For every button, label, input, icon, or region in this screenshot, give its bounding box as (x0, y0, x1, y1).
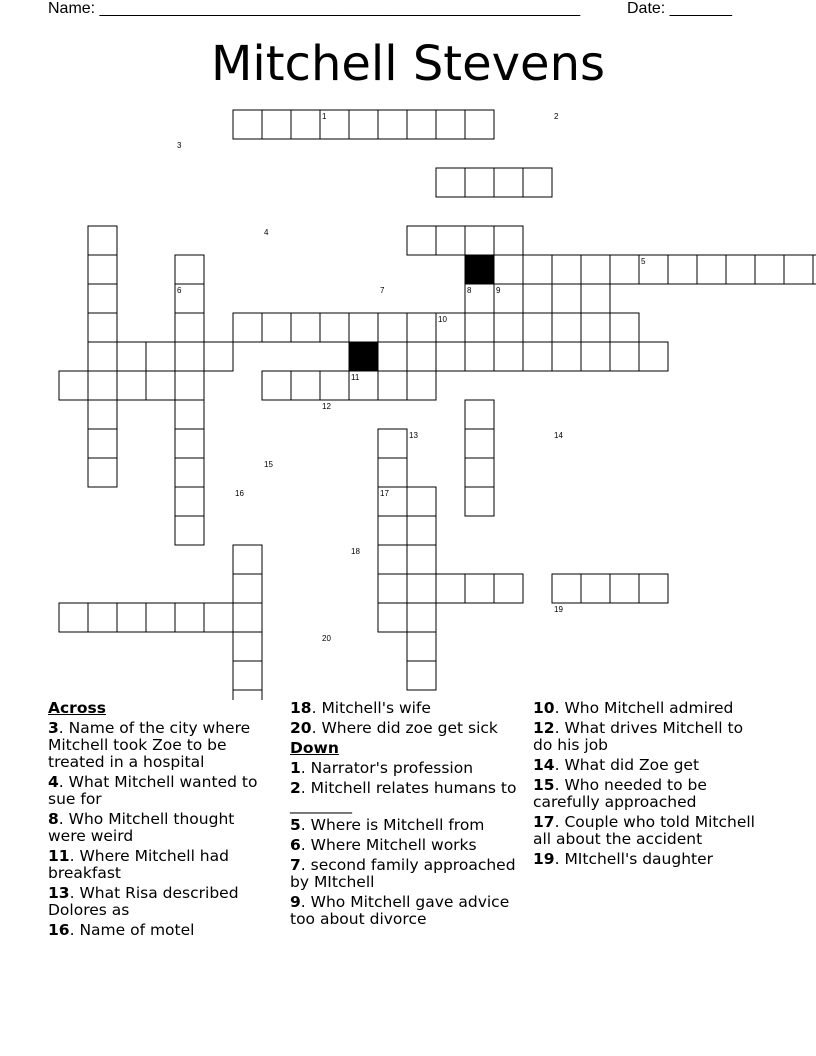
grid-cell[interactable] (523, 313, 552, 342)
grid-cell[interactable] (233, 632, 262, 661)
down-clue-1: 1. Narrator's profession (290, 759, 474, 777)
grid-cell[interactable] (494, 313, 523, 342)
grid-cell[interactable] (552, 313, 581, 342)
grid-cell[interactable] (349, 371, 378, 400)
clue-number: 9 (290, 893, 301, 911)
page-header (48, 0, 748, 20)
grid-cell[interactable] (117, 342, 146, 371)
grid-cell[interactable] (175, 342, 204, 371)
grid-cell[interactable] (465, 574, 494, 603)
clue-number: 3 (48, 719, 59, 737)
grid-cell[interactable] (407, 110, 436, 139)
grid-cell[interactable] (88, 313, 117, 342)
grid-cell[interactable] (291, 110, 320, 139)
grid-cell[interactable] (233, 313, 262, 342)
clue-number: 1 (290, 759, 301, 777)
clue-number: 11 (48, 847, 70, 865)
clue-text: What Risa described Dolores as (48, 884, 239, 919)
grid-cell[interactable] (175, 371, 204, 400)
grid-cell[interactable] (784, 255, 813, 284)
grid-cell[interactable] (146, 371, 175, 400)
grid-cell[interactable] (552, 255, 581, 284)
grid-cell[interactable] (523, 342, 552, 371)
across-clue-18: 18. Mitchell's wife (290, 699, 431, 717)
down-clue-5: 5. Where is Mitchell from (290, 816, 485, 834)
down-clue-2: 2. Mitchell relates humans to ________ (290, 779, 517, 814)
clue-text: What Mitchell wanted to sue for (48, 773, 258, 808)
grid-cell[interactable] (233, 690, 262, 700)
clue-text: What did Zoe get (564, 756, 700, 774)
grid-cell[interactable] (378, 574, 407, 603)
name-field-label[interactable]: Name: ______________________________________________________ (48, 0, 581, 17)
grid-cell[interactable] (465, 342, 494, 371)
grid-cell[interactable] (523, 284, 552, 313)
grid-cell[interactable] (494, 168, 523, 197)
grid-cell[interactable] (59, 603, 88, 632)
grid-cell[interactable] (88, 603, 117, 632)
grid-cell[interactable] (233, 603, 262, 632)
grid-cell[interactable] (668, 255, 697, 284)
grid-cell[interactable] (465, 458, 494, 487)
grid-cell[interactable] (639, 574, 668, 603)
grid-cell[interactable] (436, 226, 465, 255)
grid-cell[interactable] (378, 487, 407, 516)
clue-column-1 (48, 700, 273, 942)
grid-cell[interactable] (407, 371, 436, 400)
down-clue-12: 12. What drives Mitchell to do his job (533, 719, 744, 754)
clue-number-label: 15 (264, 460, 273, 469)
grid-cell[interactable] (146, 342, 175, 371)
grid-cell[interactable] (494, 284, 523, 313)
grid-cell[interactable] (407, 574, 436, 603)
across-clue-4: 4. What Mitchell wanted to sue for (48, 773, 258, 808)
clue-number: 14 (533, 756, 555, 774)
clue-text: Where did zoe get sick (321, 719, 498, 737)
grid-cell[interactable] (262, 313, 291, 342)
clue-number-label: 16 (235, 489, 244, 498)
grid-cell[interactable] (88, 226, 117, 255)
clue-number-label: 20 (322, 634, 331, 643)
down-clue-list-continued (533, 700, 763, 868)
grid-cell[interactable] (436, 168, 465, 197)
grid-cell[interactable] (233, 661, 262, 690)
clue-number: 10 (533, 699, 555, 717)
grid-cell[interactable] (175, 284, 204, 313)
grid-cell[interactable] (610, 255, 639, 284)
clue-number-label: 5 (641, 257, 646, 266)
grid-cell[interactable] (407, 603, 436, 632)
grid-cell[interactable] (523, 168, 552, 197)
puzzle-title: Mitchell Stevens (210, 36, 606, 92)
grid-cell[interactable] (204, 603, 233, 632)
grid-cell[interactable] (581, 574, 610, 603)
clue-text: Where Mitchell had breakfast (48, 847, 229, 882)
across-clue-13: 13. What Risa described Dolores as (48, 884, 239, 919)
clue-text: Who needed to be carefully approached (533, 776, 707, 811)
grid-cell[interactable] (407, 487, 436, 516)
across-clue-16: 16. Name of motel (48, 921, 195, 939)
grid-cell[interactable] (610, 342, 639, 371)
down-clue-19: 19. MItchell's daughter (533, 850, 714, 868)
clue-number: 8 (48, 810, 59, 828)
clue-number: 5 (290, 816, 301, 834)
grid-cell[interactable] (494, 342, 523, 371)
grid-cell[interactable] (407, 516, 436, 545)
grid-cell[interactable] (465, 487, 494, 516)
clue-text: What drives Mitchell to do his job (533, 719, 744, 754)
clue-text: Where Mitchell works (310, 836, 477, 854)
grid-cell[interactable] (552, 342, 581, 371)
clue-number: 2 (290, 779, 301, 797)
grid-cell[interactable] (117, 371, 146, 400)
down-clue-10: 10. Who Mitchell admired (533, 699, 734, 717)
grid-cell[interactable] (407, 226, 436, 255)
grid-cell[interactable] (204, 342, 233, 371)
grid-cell[interactable] (407, 632, 436, 661)
grid-cell[interactable] (233, 574, 262, 603)
grid-cell[interactable] (88, 255, 117, 284)
grid-cell[interactable] (552, 574, 581, 603)
clue-text: Name of the city where Mitchell took Zoe to be treated in a hospital (48, 719, 251, 771)
grid-cell[interactable] (262, 371, 291, 400)
grid-cell[interactable] (175, 400, 204, 429)
down-clue-15: 15. Who needed to be carefully approached (533, 776, 707, 811)
clue-number-label: 6 (177, 286, 182, 295)
grid-cell[interactable] (407, 313, 436, 342)
grid-cell[interactable] (755, 255, 784, 284)
grid-cell[interactable] (349, 110, 378, 139)
clue-number-label: 3 (177, 141, 182, 150)
grid-cell[interactable] (175, 458, 204, 487)
grid-cell[interactable] (175, 516, 204, 545)
grid-cell[interactable] (726, 255, 755, 284)
grid-cell[interactable] (639, 342, 668, 371)
grid-cell[interactable] (494, 574, 523, 603)
clue-number: 15 (533, 776, 555, 794)
grid-cell[interactable] (378, 603, 407, 632)
grid-cell[interactable] (88, 371, 117, 400)
date-field-label[interactable]: Date: _______ (627, 0, 732, 17)
down-clue-14: 14. What did Zoe get (533, 756, 700, 774)
grid-cell[interactable] (465, 110, 494, 139)
clue-number: 18 (290, 699, 312, 717)
clue-number-label: 10 (438, 315, 447, 324)
grid-cell[interactable] (436, 110, 465, 139)
across-clue-8: 8. Who Mitchell thought were weird (48, 810, 235, 845)
grid-cell[interactable] (378, 371, 407, 400)
grid-cell[interactable] (581, 313, 610, 342)
grid-cell[interactable] (378, 545, 407, 574)
grid-cell[interactable] (175, 603, 204, 632)
grid-cell[interactable] (465, 226, 494, 255)
grid-cell[interactable] (436, 342, 465, 371)
black-cell (465, 255, 494, 284)
grid-cell[interactable] (146, 603, 175, 632)
clue-number: 13 (48, 884, 70, 902)
clue-text: Narrator's profession (310, 759, 474, 777)
grid-cell[interactable] (436, 313, 465, 342)
down-heading: Down (290, 739, 339, 757)
clue-number-label: 4 (264, 228, 269, 237)
clue-number-label: 11 (351, 373, 360, 382)
grid-cell[interactable] (465, 168, 494, 197)
grid-cell[interactable] (291, 313, 320, 342)
grid-cell[interactable] (175, 487, 204, 516)
grid-cell[interactable] (233, 545, 262, 574)
clue-text: Couple who told Mitchell all about the accident (533, 813, 755, 848)
grid-cell[interactable] (175, 429, 204, 458)
grid-cell[interactable] (581, 284, 610, 313)
grid-cell[interactable] (581, 342, 610, 371)
across-clue-list (48, 720, 273, 939)
clue-number-label: 7 (380, 286, 385, 295)
grid-cell[interactable] (175, 313, 204, 342)
grid-cell[interactable] (88, 458, 117, 487)
grid-cell[interactable] (320, 110, 349, 139)
clue-number: 7 (290, 856, 301, 874)
grid-cell[interactable] (320, 313, 349, 342)
grid-cell[interactable] (407, 545, 436, 574)
clue-text: Mitchell's wife (321, 699, 431, 717)
grid-cell[interactable] (639, 255, 668, 284)
down-clue-list (290, 760, 520, 928)
grid-cell[interactable] (88, 400, 117, 429)
grid-cell[interactable] (465, 400, 494, 429)
clue-number-label: 2 (554, 112, 559, 121)
clue-number-label: 8 (467, 286, 472, 295)
grid-cell[interactable] (436, 574, 465, 603)
grid-cell[interactable] (581, 255, 610, 284)
grid-cell[interactable] (494, 226, 523, 255)
grid-cell[interactable] (175, 255, 204, 284)
grid-cell[interactable] (552, 284, 581, 313)
across-clue-list-continued (290, 700, 520, 737)
clue-number: 17 (533, 813, 555, 831)
grid-cell[interactable] (378, 110, 407, 139)
grid-cell[interactable] (88, 284, 117, 313)
grid-cell[interactable] (88, 429, 117, 458)
grid-cell[interactable] (378, 516, 407, 545)
clue-column-2 (290, 700, 520, 931)
across-clue-20: 20. Where did zoe get sick (290, 719, 498, 737)
grid-cell[interactable] (291, 371, 320, 400)
clue-column-3 (533, 700, 763, 871)
grid-cell[interactable] (610, 313, 639, 342)
grid-cell[interactable] (262, 110, 291, 139)
grid-cell[interactable] (610, 574, 639, 603)
grid-cell[interactable] (88, 342, 117, 371)
grid-cell[interactable] (465, 284, 494, 313)
grid-cell[interactable] (407, 661, 436, 690)
grid-cell[interactable] (59, 371, 88, 400)
clue-number-label: 17 (380, 489, 389, 498)
clue-number-label: 12 (322, 402, 331, 411)
clue-number: 4 (48, 773, 59, 791)
down-clue-6: 6. Where Mitchell works (290, 836, 477, 854)
clue-number-label: 14 (554, 431, 563, 440)
clue-text: MItchell's daughter (564, 850, 714, 868)
clue-text: Who Mitchell thought were weird (48, 810, 235, 845)
grid-cell[interactable] (233, 110, 262, 139)
grid-cell[interactable] (378, 342, 407, 371)
grid-cell[interactable] (349, 313, 378, 342)
clue-text: second family approached by MItchell (290, 856, 516, 891)
clue-number-label: 19 (554, 605, 563, 614)
clue-number: 12 (533, 719, 555, 737)
down-clue-9: 9. Who Mitchell gave advice too about divorce (290, 893, 510, 928)
grid-cell[interactable] (378, 458, 407, 487)
clue-text: Who Mitchell admired (564, 699, 734, 717)
clue-text: Who Mitchell gave advice too about divorce (290, 893, 510, 928)
black-cell (349, 342, 378, 371)
grid-cell[interactable] (320, 371, 349, 400)
grid-cell[interactable] (378, 429, 407, 458)
grid-cell[interactable] (465, 313, 494, 342)
clue-number: 16 (48, 921, 70, 939)
grid-cell[interactable] (523, 255, 552, 284)
clue-text: Mitchell relates humans to ________ (290, 779, 517, 814)
clue-number-label: 9 (496, 286, 501, 295)
clue-number-label: 1 (322, 112, 327, 121)
clue-number-label: 13 (409, 431, 418, 440)
grid-cell[interactable] (117, 603, 146, 632)
clue-text: Name of motel (79, 921, 195, 939)
clue-text: Where is Mitchell from (310, 816, 485, 834)
across-clue-11: 11. Where Mitchell had breakfast (48, 847, 229, 882)
grid-cell[interactable] (697, 255, 726, 284)
grid-cell[interactable] (378, 313, 407, 342)
down-clue-17: 17. Couple who told Mitchell all about the accident (533, 813, 755, 848)
across-clue-3: 3. Name of the city where Mitchell took Zoe to be treated in a hospital (48, 719, 251, 771)
clue-number-label: 18 (351, 547, 360, 556)
clue-number: 19 (533, 850, 555, 868)
grid-cell[interactable] (407, 342, 436, 371)
clue-number: 6 (290, 836, 301, 854)
grid-cell[interactable] (465, 429, 494, 458)
down-clue-7: 7. second family approached by MItchell (290, 856, 516, 891)
across-heading: Across (48, 699, 106, 717)
clue-number: 20 (290, 719, 312, 737)
